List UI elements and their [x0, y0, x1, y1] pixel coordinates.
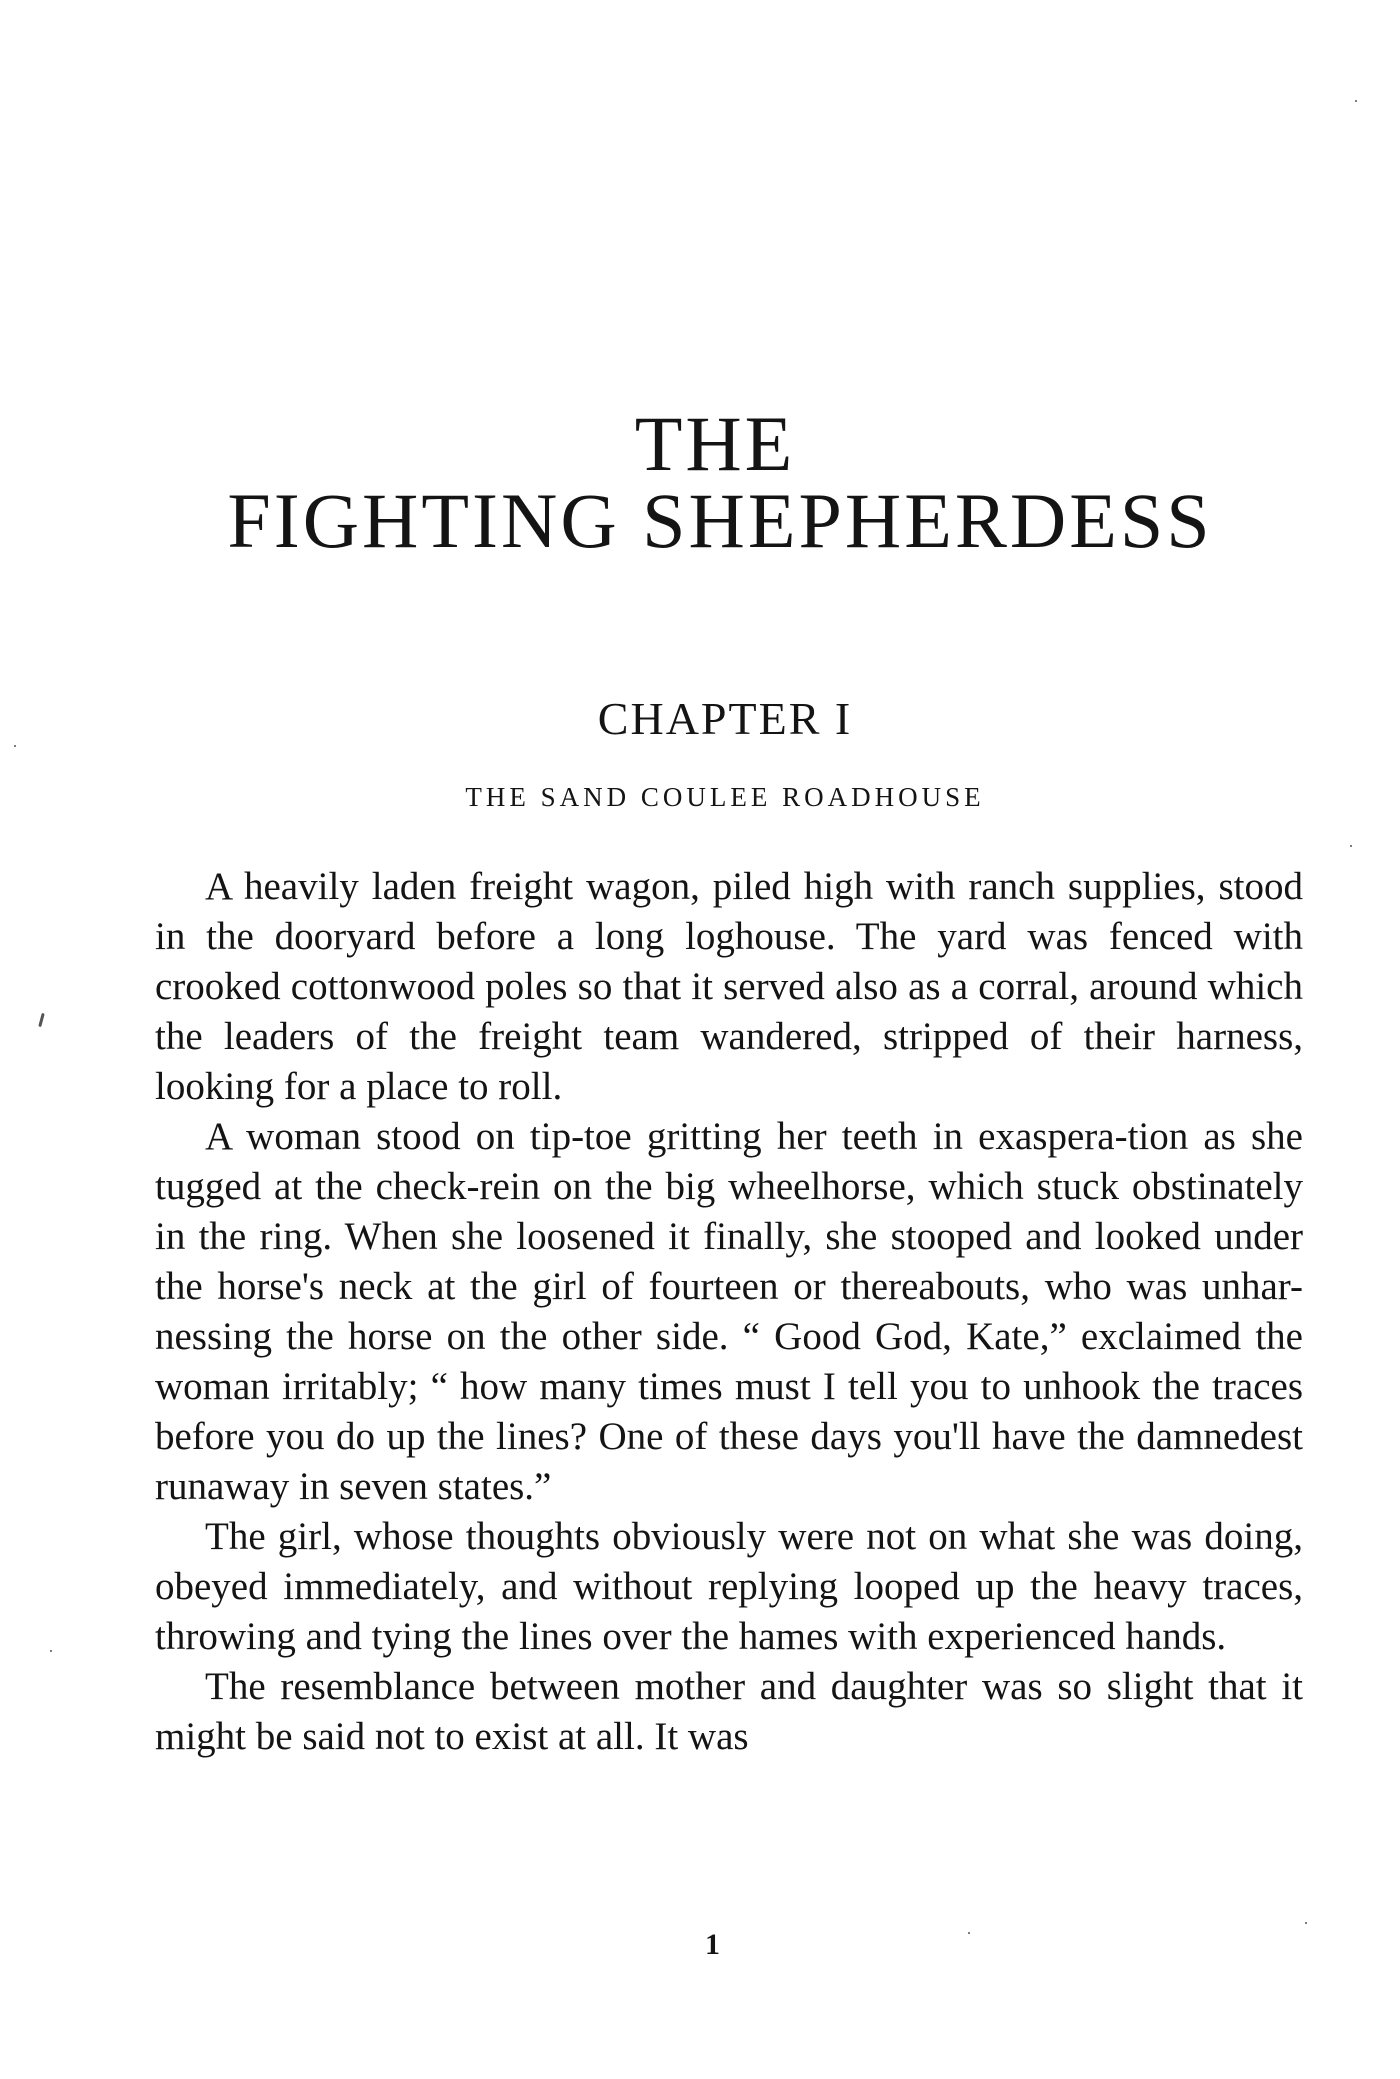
paragraph: The girl, whose thoughts obviously were not on what she was doing, obeyed immediately, and without replying looped up the heavy traces, throwing and tying the lines over the hames with experienced hands.	[155, 1515, 1303, 1658]
book-title-line-1: THE	[634, 400, 796, 487]
scan-speck	[1350, 845, 1352, 847]
scan-speck	[14, 745, 16, 747]
book-title-line-2: FIGHTING SHEPHERDESS	[227, 477, 1213, 564]
chapter-body	[155, 862, 1303, 1762]
scan-speck	[1305, 1922, 1307, 1924]
paragraph: The resemblance between mother and daughter was so slight that it might be said not to exist at all. It was	[155, 1665, 1303, 1758]
chapter-subtitle: THE SAND COULEE ROADHOUSE	[465, 782, 985, 812]
page-number: 1	[705, 1928, 720, 1961]
scan-speck	[50, 1650, 52, 1652]
chapter-heading: CHAPTER I	[597, 693, 853, 744]
scan-speck	[1355, 100, 1357, 102]
paragraph: A woman stood on tip-toe gritting her teeth in exaspera-tion as she tugged at the check-rein on the big wheelhorse, which stuck obstinately in the ring. When she loosened it finally, she stooped and looked under the horse's neck at the girl of fourteen or thereabouts, who was unhar-nessing the horse on the other side. “ Good God, Kate,” exclaimed the woman irritably; “ how many times must I tell you to unhook the traces before you do up the lines? One of these days you'll have the damnedest runaway in seven states.”	[155, 1115, 1303, 1508]
scan-speck	[38, 1013, 45, 1027]
scan-speck	[968, 1932, 970, 1934]
paragraph: A heavily laden freight wagon, piled high with ranch supplies, stood in the dooryard before a long loghouse. The yard was fenced with crooked cottonwood poles so that it served also as a corral, around which the leaders of the freight team wandered, stripped of their harness, looking for a place to roll.	[155, 865, 1303, 1108]
